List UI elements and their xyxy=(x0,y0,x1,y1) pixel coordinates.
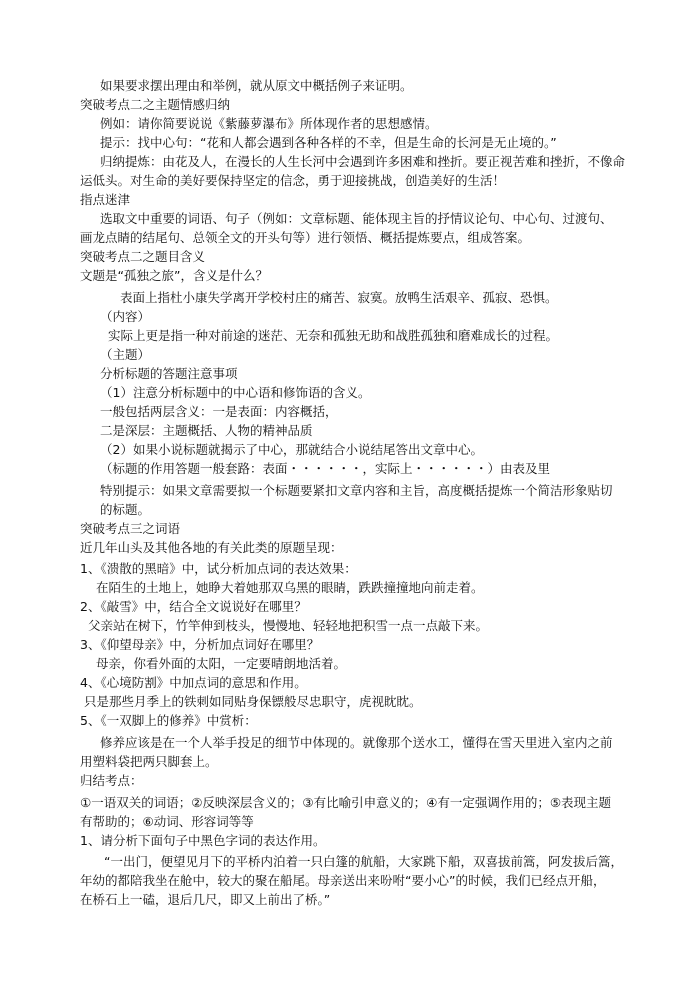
text-line: 5、《一双脚上的修养》中赏析： xyxy=(80,713,257,728)
text-line: 4、《心境防割》中加点词的意思和作用。 xyxy=(80,675,307,690)
text-line: 二是深层：主题概括、人物的精神品质 xyxy=(100,423,313,438)
text-line: 1、请分析下面句子中黑色字词的表达作用。 xyxy=(80,833,326,848)
text-line: 有帮助的；⑥动词、形容词等等 xyxy=(80,814,254,829)
text-line: 年幼的都陪我坐在舱中，较大的聚在船尾。母亲送出来吩咐“要小心”的时候，我们已经点开船， xyxy=(80,873,606,888)
text-line: 3、《仰望母亲》中，分析加点词好在哪里？ xyxy=(80,637,320,652)
section-heading: 突破考点二之主题情感归纳 xyxy=(80,97,231,112)
text-line: 只是那些月季上的铁刺如同贴身保镖般尽忠职守，虎视眈眈。 xyxy=(84,694,422,709)
section-heading: 指点迷津 xyxy=(80,192,131,207)
section-heading: 突破考点二之题目含义 xyxy=(80,249,206,264)
text-line: 2、《敲雪》中，结合全文说说好在哪里？ xyxy=(80,599,307,614)
section-heading: 归结考点： xyxy=(80,773,143,788)
text-line: 用塑料袋把两只脚套上。 xyxy=(80,754,218,769)
text-line: 实际上更是指一种对前途的迷茫、无奈和孤独无助和战胜孤独和磨难成长的过程。 xyxy=(108,328,559,343)
text-line: 1、《溃散的黑暗》中，试分析加点词的表达效果： xyxy=(80,561,357,576)
text-line: 归纳提炼：由花及人，在漫长的人生长河中会遇到许多困难和挫折。要正视苦难和挫折，不像命 xyxy=(100,154,626,169)
text-line: 在桥石上一磕，退后几尺，即又上前出了桥。” xyxy=(80,892,331,907)
text-line: 如果要求摆出理由和举例，就从原文中概括例子来证明。 xyxy=(100,78,413,93)
text-line: “一出门，便望见月下的平桥内泊着一只白篷的航船，大家跳下船，双喜拔前篙，阿发拔后篙， xyxy=(104,854,623,869)
text-line: 例如：请你简要说说《紫藤萝瀑布》所体现作者的思想感情。 xyxy=(100,116,438,131)
text-line: 的标题。 xyxy=(100,502,151,517)
text-line: 分析标题的答题注意事项 xyxy=(100,366,238,381)
text-line: ①一语双关的词语；②反映深层含义的；③有比喻引申意义的；④有一定强调作用的；⑤表现主题 xyxy=(80,795,612,810)
text-line: （主题） xyxy=(100,347,151,362)
text-line: 特别提示：如果文章需要拟一个标题要紧扣文章内容和主旨，高度概括提炼一个简洁形象贴切 xyxy=(100,483,613,498)
text-line: 提示：找中心句：“花和人都会遇到各种各样的不幸，但是生命的长河是无止境的。” xyxy=(100,135,557,150)
text-line: 选取文中重要的词语、句子（例如：文章标题、能体现主旨的抒情议论句、中心句、过渡句、 xyxy=(100,211,613,226)
text-line: 近几年山头及其他各地的有关此类的原题呈现： xyxy=(80,540,343,555)
text-line: 母亲，你看外面的太阳，一定要晴朗地活着。 xyxy=(96,656,347,671)
text-line: （内容） xyxy=(100,309,151,324)
text-line: （2）如果小说标题就揭示了中心，那就结合小说结尾答出文章中心。 xyxy=(100,442,483,457)
text-line: 文题是“孤独之旅”，含义是什么？ xyxy=(80,268,268,283)
text-line: 父亲站在树下，竹竿伸到枝头，慢慢地、轻轻地把积雪一点一点敲下来。 xyxy=(88,618,489,633)
text-line: （标题的作用答题一般套路：表面・・・・・・，实际上・・・・・・）由表及里 xyxy=(100,461,551,476)
text-line: 表面上指杜小康失学离开学校村庄的痛苦、寂寞。放鸭生活艰辛、孤寂、恐惧。 xyxy=(120,290,558,305)
text-line: 在陌生的土地上，她睁大着她那双乌黑的眼睛，跌跌撞撞地向前走着。 xyxy=(96,580,484,595)
section-heading: 突破考点三之词语 xyxy=(80,521,181,536)
text-line: 一般包括两层含义：一是表面：内容概括， xyxy=(100,404,338,419)
text-line: 修养应该是在一个人举手投足的细节中体现的。就像那个送水工，懂得在雪天里进入室内之前 xyxy=(100,735,613,750)
text-line: 画龙点睛的结尾句、总领全文的开头句等）进行领悟、概括提炼要点，组成答案。 xyxy=(80,230,531,245)
text-line: 运低头。对生命的美好要保持坚定的信念，勇于迎接挑战，创造美好的生活！ xyxy=(80,173,506,188)
text-line: （1）注意分析标题中的中心语和修饰语的含义。 xyxy=(100,385,371,400)
